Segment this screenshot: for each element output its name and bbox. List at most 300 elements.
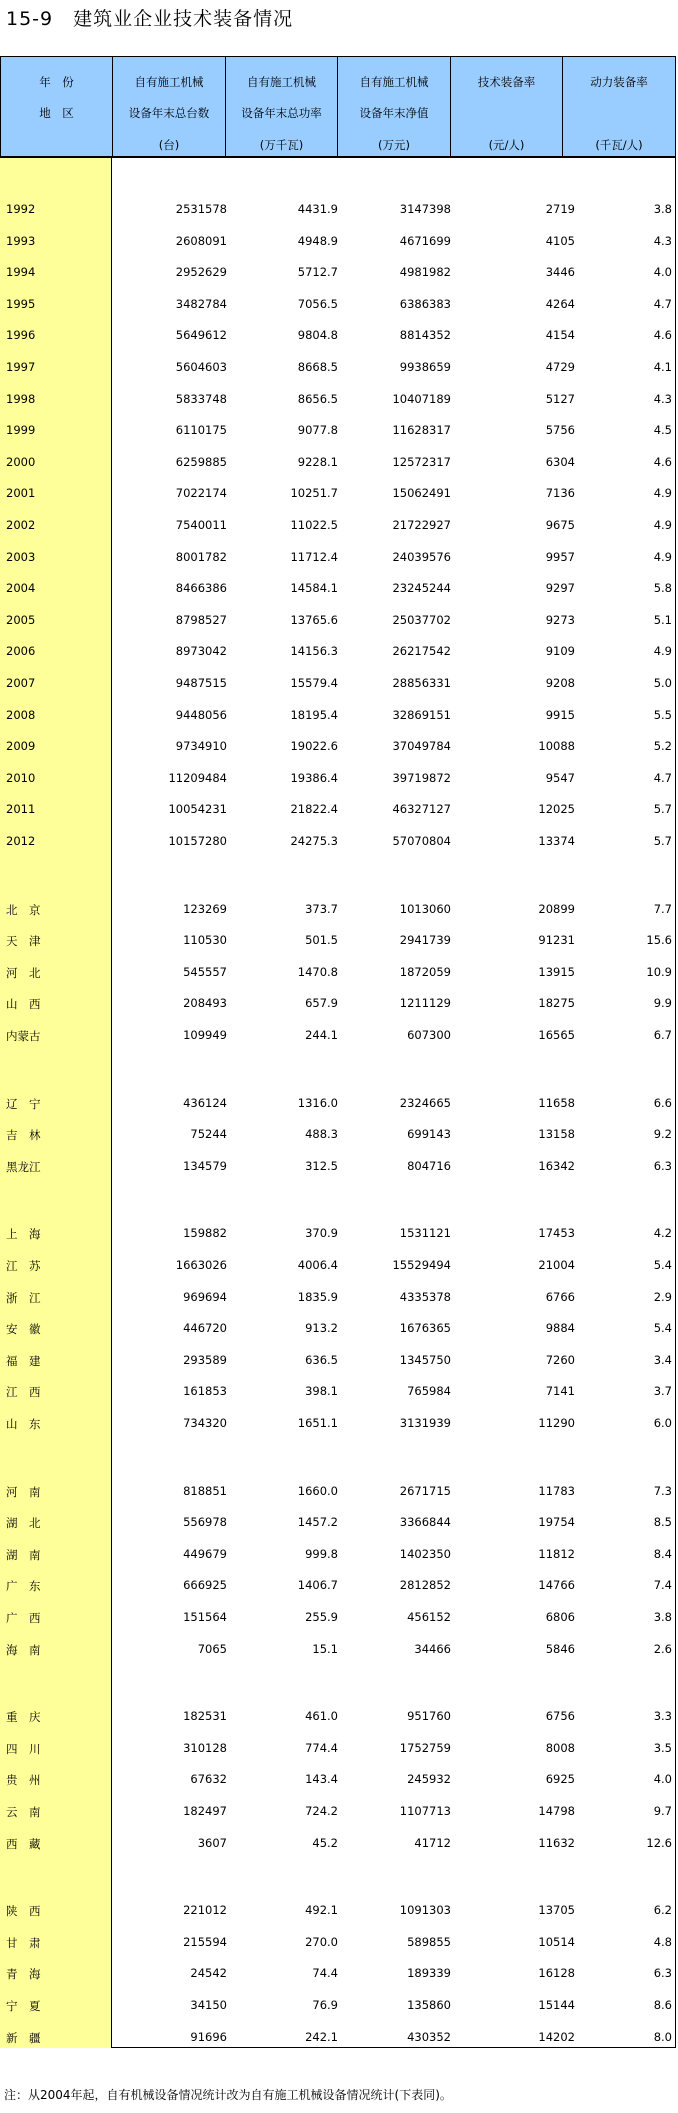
- tech-rate: 11658: [538, 1096, 575, 1110]
- table-row: [0, 635, 676, 666]
- tech-rate: 11632: [538, 1836, 575, 1850]
- net-value: 456152: [407, 1610, 451, 1624]
- row-label: 甘 肃: [6, 1936, 41, 1950]
- tech-rate: 2719: [545, 202, 575, 216]
- machine-power: 143.4: [305, 1772, 338, 1786]
- machine-count: 7540011: [175, 518, 227, 532]
- machine-count: 436124: [183, 1096, 227, 1110]
- power-rate: 4.5: [653, 423, 672, 437]
- table-row: [0, 1344, 676, 1375]
- tech-rate: 18275: [538, 996, 575, 1010]
- power-rate: 3.8: [653, 202, 672, 216]
- power-rate: 3.3: [653, 1709, 672, 1723]
- table-row: [0, 446, 676, 477]
- machine-count: 5604603: [175, 360, 227, 374]
- machine-count: 10157280: [168, 834, 227, 848]
- power-rate: 8.5: [653, 1515, 672, 1529]
- row-label: 广 西: [6, 1611, 41, 1625]
- tech-rate: 9208: [545, 676, 575, 690]
- machine-power: 8656.5: [297, 392, 338, 406]
- net-value: 607300: [407, 1028, 451, 1042]
- machine-count: 75244: [190, 1127, 227, 1141]
- tech-rate: 11812: [538, 1547, 575, 1561]
- net-value: 430352: [407, 2030, 451, 2044]
- machine-power: 1660.0: [297, 1484, 338, 1498]
- machine-count: 215594: [183, 1935, 227, 1949]
- header-machine-power: [226, 57, 338, 156]
- machine-count: 293589: [183, 1353, 227, 1367]
- tech-rate: 9884: [545, 1321, 575, 1335]
- machine-power: 9077.8: [297, 423, 338, 437]
- table-row: [0, 541, 676, 572]
- machine-count: 2531578: [175, 202, 227, 216]
- tech-rate: 9547: [545, 771, 575, 785]
- machine-power: 9228.1: [297, 455, 338, 469]
- tech-rate: 17453: [538, 1226, 575, 1240]
- net-value: 46327127: [392, 802, 451, 816]
- power-rate: 4.3: [653, 234, 672, 248]
- row-label: 2007: [6, 676, 36, 690]
- machine-count: 67632: [190, 1772, 227, 1786]
- header-col2-line2: 设备年末总功率: [241, 106, 322, 120]
- tech-rate: 10088: [538, 739, 575, 753]
- machine-count: 8798527: [175, 613, 227, 627]
- power-rate: 4.6: [653, 328, 672, 342]
- power-rate: 15.6: [646, 933, 672, 947]
- machine-count: 7022174: [175, 486, 227, 500]
- tech-rate: 13705: [538, 1903, 575, 1917]
- net-value: 765984: [407, 1384, 451, 1398]
- power-rate: 4.2: [653, 1226, 672, 1240]
- header-col4-line1: 技术装备率: [477, 75, 536, 89]
- row-label: 2006: [6, 644, 36, 658]
- machine-power: 312.5: [305, 1159, 338, 1173]
- machine-power: 492.1: [305, 1903, 338, 1917]
- machine-power: 398.1: [305, 1384, 338, 1398]
- net-value: 3366844: [399, 1515, 451, 1529]
- header-region: [1, 57, 113, 156]
- net-value: 23245244: [392, 581, 451, 595]
- machine-count: 159882: [183, 1226, 227, 1240]
- row-label: 青 海: [6, 1967, 41, 1981]
- machine-count: 182497: [183, 1804, 227, 1818]
- table-row: [0, 477, 676, 508]
- power-rate: 4.9: [653, 550, 672, 564]
- row-label: 吉 林: [6, 1128, 41, 1142]
- net-value: 41712: [414, 1836, 451, 1850]
- machine-count: 734320: [183, 1416, 227, 1430]
- power-rate: 5.0: [653, 676, 672, 690]
- net-value: 4671699: [399, 234, 451, 248]
- row-label: 天 津: [6, 934, 41, 948]
- row-label: 2012: [6, 834, 36, 848]
- table-row: [0, 825, 676, 856]
- machine-count: 11209484: [168, 771, 227, 785]
- machine-power: 15.1: [312, 1642, 338, 1656]
- table-row: [0, 1894, 676, 1925]
- machine-count: 8466386: [175, 581, 227, 595]
- tech-rate: 4105: [545, 234, 575, 248]
- power-rate: 6.6: [653, 1096, 672, 1110]
- table-row: [0, 509, 676, 540]
- net-value: 2812852: [399, 1578, 451, 1592]
- header-col5-line1: 动力装备率: [590, 75, 648, 89]
- machine-power: 74.4: [312, 1966, 338, 1980]
- net-value: 25037702: [392, 613, 451, 627]
- table-row: [0, 1407, 676, 1438]
- power-rate: 5.5: [653, 708, 672, 722]
- header-col4-unit: (元/人): [488, 138, 525, 152]
- machine-power: 1316.0: [297, 1096, 338, 1110]
- machine-count: 9448056: [175, 708, 227, 722]
- net-value: 804716: [407, 1159, 451, 1173]
- tech-rate: 15144: [538, 1998, 575, 2012]
- net-value: 1211129: [399, 996, 451, 1010]
- tech-rate: 91231: [538, 933, 575, 947]
- table-row: [0, 762, 676, 793]
- table-row: [0, 1538, 676, 1569]
- power-rate: 3.4: [653, 1353, 672, 1367]
- table-row: [0, 225, 676, 256]
- table-row: [0, 924, 676, 955]
- net-value: 1531121: [399, 1226, 451, 1240]
- machine-power: 4006.4: [297, 1258, 338, 1272]
- machine-count: 9734910: [175, 739, 227, 753]
- row-label: 上 海: [6, 1227, 41, 1241]
- row-label: 2008: [6, 708, 36, 722]
- table-row: [0, 604, 676, 635]
- tech-rate: 11290: [538, 1416, 575, 1430]
- table-row: [0, 1281, 676, 1312]
- machine-count: 208493: [183, 996, 227, 1010]
- row-label: 广 东: [6, 1579, 41, 1593]
- machine-power: 76.9: [312, 1998, 338, 2012]
- table-row: [0, 893, 676, 924]
- tech-rate: 9109: [545, 644, 575, 658]
- power-rate: 5.7: [653, 802, 672, 816]
- table-row: [0, 1375, 676, 1406]
- machine-power: 10251.7: [290, 486, 338, 500]
- machine-power: 244.1: [305, 1028, 338, 1042]
- net-value: 15529494: [392, 1258, 451, 1272]
- table-row: [0, 1926, 676, 1957]
- machine-count: 161853: [183, 1384, 227, 1398]
- net-value: 12572317: [392, 455, 451, 469]
- power-rate: 8.4: [653, 1547, 672, 1561]
- net-value: 15062491: [392, 486, 451, 500]
- table-row: [0, 1827, 676, 1858]
- power-rate: 6.3: [653, 1159, 672, 1173]
- row-label: 湖 北: [6, 1516, 41, 1530]
- tech-rate: 11783: [538, 1484, 575, 1498]
- machine-power: 18195.4: [290, 708, 338, 722]
- machine-power: 461.0: [305, 1709, 338, 1723]
- table-header: [1, 57, 675, 158]
- net-value: 245932: [407, 1772, 451, 1786]
- row-label: 2002: [6, 518, 36, 532]
- tech-rate: 4264: [545, 297, 575, 311]
- power-rate: 4.0: [653, 1772, 672, 1786]
- tech-rate: 16342: [538, 1159, 575, 1173]
- net-value: 4981982: [399, 265, 451, 279]
- tech-rate: 6806: [545, 1610, 575, 1624]
- net-value: 3131939: [399, 1416, 451, 1430]
- table-row: [0, 572, 676, 603]
- page-title: 15-9 建筑业企业技术装备情况: [6, 8, 294, 30]
- machine-power: 1470.8: [297, 965, 338, 979]
- power-rate: 4.0: [653, 265, 672, 279]
- machine-power: 13765.6: [290, 613, 338, 627]
- power-rate: 5.4: [653, 1321, 672, 1335]
- net-value: 1345750: [399, 1353, 451, 1367]
- row-label: 福 建: [6, 1354, 41, 1368]
- machine-count: 6259885: [175, 455, 227, 469]
- machine-power: 370.9: [305, 1226, 338, 1240]
- power-rate: 9.9: [653, 996, 672, 1010]
- tech-rate: 14202: [538, 2030, 575, 2044]
- row-label: 浙 江: [6, 1291, 41, 1305]
- machine-power: 1406.7: [297, 1578, 338, 1592]
- header-col3-unit: (万元): [378, 138, 410, 152]
- power-rate: 9.7: [653, 1804, 672, 1818]
- net-value: 26217542: [392, 644, 451, 658]
- tech-rate: 9675: [545, 518, 575, 532]
- tech-rate: 13915: [538, 965, 575, 979]
- net-value: 10407189: [392, 392, 451, 406]
- row-label: 河 北: [6, 966, 41, 980]
- machine-count: 969694: [183, 1290, 227, 1304]
- row-label: 四 川: [6, 1742, 41, 1756]
- net-value: 589855: [407, 1935, 451, 1949]
- header-power-equipment-rate: [563, 57, 675, 156]
- machine-power: 14156.3: [290, 644, 338, 658]
- machine-power: 8668.5: [297, 360, 338, 374]
- table-row: [0, 956, 676, 987]
- row-label: 1994: [6, 265, 36, 279]
- row-label: 宁 夏: [6, 1999, 41, 2013]
- tech-rate: 6756: [545, 1709, 575, 1723]
- net-value: 1091303: [399, 1903, 451, 1917]
- power-rate: 4.9: [653, 518, 672, 532]
- machine-count: 446720: [183, 1321, 227, 1335]
- machine-power: 45.2: [312, 1836, 338, 1850]
- footnote: 注：从2004年起，自有机械设备情况统计改为自有施工机械设备情况统计(下表同)。: [4, 2088, 452, 2102]
- table-row: [0, 699, 676, 730]
- net-value: 1872059: [399, 965, 451, 979]
- table-row: [0, 1569, 676, 1600]
- power-rate: 12.6: [646, 1836, 672, 1850]
- machine-count: 556978: [183, 1515, 227, 1529]
- tech-rate: 5846: [545, 1642, 575, 1656]
- header-tech-equipment-rate: [451, 57, 563, 156]
- machine-power: 24275.3: [290, 834, 338, 848]
- machine-count: 8973042: [175, 644, 227, 658]
- machine-count: 5649612: [175, 328, 227, 342]
- row-label: 黑龙江: [6, 1160, 41, 1174]
- net-value: 951760: [407, 1709, 451, 1723]
- table-row: [0, 1475, 676, 1506]
- header-region-line2: 地 区: [39, 106, 74, 120]
- table-row: [0, 288, 676, 319]
- tech-rate: 6766: [545, 1290, 575, 1304]
- table-row: [0, 1700, 676, 1731]
- tech-rate: 5127: [545, 392, 575, 406]
- net-value: 1752759: [399, 1741, 451, 1755]
- table-row: [0, 383, 676, 414]
- row-label: 2009: [6, 739, 36, 753]
- tech-rate: 9273: [545, 613, 575, 627]
- row-label: 北 京: [6, 903, 41, 917]
- power-rate: 7.7: [653, 902, 672, 916]
- tech-rate: 20899: [538, 902, 575, 916]
- machine-power: 1835.9: [297, 1290, 338, 1304]
- power-rate: 4.3: [653, 392, 672, 406]
- power-rate: 4.7: [653, 771, 672, 785]
- machine-count: 666925: [183, 1578, 227, 1592]
- tech-rate: 7260: [545, 1353, 575, 1367]
- machine-power: 373.7: [305, 902, 338, 916]
- net-value: 28856331: [392, 676, 451, 690]
- table-row: [0, 1019, 676, 1050]
- machine-count: 151564: [183, 1610, 227, 1624]
- tech-rate: 4154: [545, 328, 575, 342]
- power-rate: 5.1: [653, 613, 672, 627]
- tech-rate: 6925: [545, 1772, 575, 1786]
- net-value: 21722927: [392, 518, 451, 532]
- table-row: [0, 2021, 676, 2052]
- table-row: [0, 1633, 676, 1664]
- net-value: 3147398: [399, 202, 451, 216]
- power-rate: 2.6: [653, 1642, 672, 1656]
- table-row: [0, 1506, 676, 1537]
- power-rate: 9.2: [653, 1127, 672, 1141]
- table-row: [0, 1989, 676, 2020]
- machine-count: 182531: [183, 1709, 227, 1723]
- machine-power: 501.5: [305, 933, 338, 947]
- table-row: [0, 1249, 676, 1280]
- net-value: 135860: [407, 1998, 451, 2012]
- header-col1-unit: (台): [158, 138, 180, 152]
- machine-count: 24542: [190, 1966, 227, 1980]
- machine-count: 6110175: [175, 423, 227, 437]
- net-value: 32869151: [392, 708, 451, 722]
- table-row: [0, 793, 676, 824]
- row-label: 山 东: [6, 1417, 41, 1431]
- machine-count: 545557: [183, 965, 227, 979]
- table-row: [0, 1601, 676, 1632]
- net-value: 699143: [407, 1127, 451, 1141]
- row-label: 1993: [6, 234, 36, 248]
- machine-power: 21822.4: [290, 802, 338, 816]
- power-rate: 7.4: [653, 1578, 672, 1592]
- row-label: 江 西: [6, 1385, 41, 1399]
- machine-power: 9804.8: [297, 328, 338, 342]
- power-rate: 4.9: [653, 486, 672, 500]
- machine-power: 999.8: [305, 1547, 338, 1561]
- tech-rate: 8008: [545, 1741, 575, 1755]
- net-value: 4335378: [399, 1290, 451, 1304]
- tech-rate: 9915: [545, 708, 575, 722]
- net-value: 57070804: [392, 834, 451, 848]
- tech-rate: 14766: [538, 1578, 575, 1592]
- machine-count: 8001782: [175, 550, 227, 564]
- row-label: 新 疆: [6, 2031, 41, 2045]
- tech-rate: 3446: [545, 265, 575, 279]
- net-value: 1013060: [399, 902, 451, 916]
- row-label: 云 南: [6, 1805, 41, 1819]
- table-row: [0, 1118, 676, 1149]
- machine-count: 3607: [197, 1836, 227, 1850]
- power-rate: 5.4: [653, 1258, 672, 1272]
- tech-rate: 21004: [538, 1258, 575, 1272]
- net-value: 2671715: [399, 1484, 451, 1498]
- row-label: 1999: [6, 423, 36, 437]
- machine-count: 34150: [190, 1998, 227, 2012]
- machine-power: 488.3: [305, 1127, 338, 1141]
- power-rate: 7.3: [653, 1484, 672, 1498]
- machine-power: 242.1: [305, 2030, 338, 2044]
- tech-rate: 6304: [545, 455, 575, 469]
- tech-rate: 16565: [538, 1028, 575, 1042]
- tech-rate: 14798: [538, 1804, 575, 1818]
- net-value: 11628317: [392, 423, 451, 437]
- machine-power: 724.2: [305, 1804, 338, 1818]
- table-row: [0, 1217, 676, 1248]
- row-label: 海 南: [6, 1643, 41, 1657]
- tech-rate: 10514: [538, 1935, 575, 1949]
- row-label: 辽 宁: [6, 1097, 41, 1111]
- tech-rate: 7136: [545, 486, 575, 500]
- header-col3-line1: 自有施工机械: [359, 75, 429, 89]
- net-value: 24039576: [392, 550, 451, 564]
- header-col3-line2: 设备年末净值: [359, 106, 429, 120]
- row-label: 2004: [6, 581, 36, 595]
- row-label: 1992: [6, 202, 36, 216]
- header-col1-line1: 自有施工机械: [134, 75, 204, 89]
- table-row: [0, 667, 676, 698]
- table-row: [0, 1763, 676, 1794]
- row-label: 重 庆: [6, 1710, 41, 1724]
- header-col5-unit: (千瓦/人): [595, 138, 643, 152]
- machine-count: 7065: [197, 1642, 227, 1656]
- machine-power: 774.4: [305, 1741, 338, 1755]
- machine-count: 3482784: [175, 297, 227, 311]
- row-label: 1996: [6, 328, 36, 342]
- power-rate: 3.5: [653, 1741, 672, 1755]
- header-net-value: [338, 57, 451, 156]
- machine-count: 310128: [183, 1741, 227, 1755]
- tech-rate: 7141: [545, 1384, 575, 1398]
- machine-power: 1457.2: [297, 1515, 338, 1529]
- machine-power: 1651.1: [297, 1416, 338, 1430]
- row-label: 2010: [6, 771, 36, 785]
- net-value: 6386383: [399, 297, 451, 311]
- header-col2-line1: 自有施工机械: [247, 75, 316, 89]
- power-rate: 4.1: [653, 360, 672, 374]
- row-label: 2003: [6, 550, 36, 564]
- row-label: 1998: [6, 392, 36, 406]
- header-region-line1: 年 份: [39, 75, 74, 89]
- tech-rate: 4729: [545, 360, 575, 374]
- row-label: 湖 南: [6, 1548, 41, 1562]
- net-value: 39719872: [392, 771, 451, 785]
- power-rate: 4.7: [653, 297, 672, 311]
- table-row: [0, 730, 676, 761]
- row-label: 河 南: [6, 1485, 41, 1499]
- header-machine-count: [113, 57, 226, 156]
- machine-count: 1663026: [175, 1258, 227, 1272]
- power-rate: 4.8: [653, 1935, 672, 1949]
